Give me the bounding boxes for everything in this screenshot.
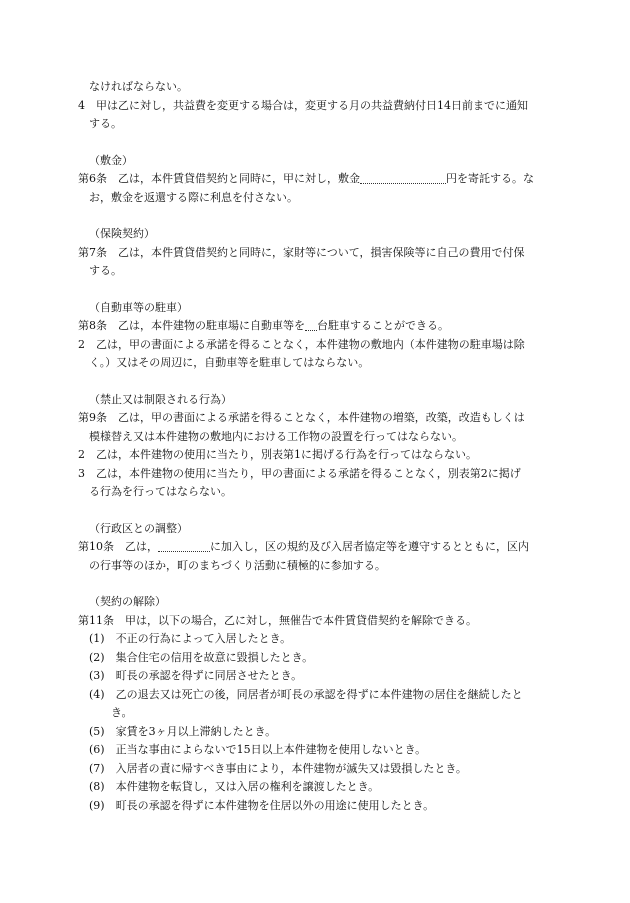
list-item: (8) 本件建物を転貸し，又は入居の権利を譲渡したとき。: [89, 780, 380, 793]
list-item-continuation: [78, 704, 552, 723]
list-item: (4) 乙の退去又は死亡の後，同居者が町長の承認を得ずに本件建物の居住を継続したと: [89, 687, 523, 701]
deposit-amount-blank: [360, 171, 446, 184]
article-9-line-2: 模様替え又は本件建物の敷地内における工作物の設置を行ってはならない。: [89, 429, 463, 443]
list-item-4-continuation: き。: [111, 706, 133, 719]
article-6-heading: （敷金）: [89, 153, 133, 167]
article-10-text-b: に加入し，区の規約及び入居者協定等を遵守するとともに，区内: [210, 540, 529, 553]
article-10-text-a: 第10条 乙は，: [78, 540, 158, 553]
article-6: [78, 152, 552, 208]
article-8-text-b: 台駐車することができる。: [317, 319, 449, 332]
article-8-paragraph-2-line-2: く。）又はその周辺に，自動車等を駐車してはならない。: [89, 356, 370, 369]
article-9: [78, 391, 552, 502]
article-6-line-1: [78, 170, 552, 189]
article-7-line-2: する。: [89, 264, 122, 277]
article-9-paragraph-3-line-1: 3 乙は，本件建物の使用に当たり，甲の書面による承諾を得ることなく，別表第2に掲げ: [78, 466, 521, 480]
article-7-line-1: 第7条 乙は，本件賃貸借契約と同時に，家財等について，損害保険等に自己の費用で付保: [78, 245, 525, 259]
article-8-heading: （自動車等の駐車）: [89, 300, 188, 314]
article-6-text-a: 第6条 乙は，本件賃貸借契約と同時に，甲に対し，敷金: [78, 172, 360, 185]
article-11: [78, 593, 552, 815]
list-item: (9) 町長の承認を得ずに本件建物を住居以外の用途に使用したとき。: [89, 798, 435, 812]
article-10-heading: （行政区との調整）: [89, 521, 188, 535]
article-10-line-1: [78, 538, 552, 557]
paragraph-4-line-2: する。: [89, 117, 122, 130]
district-name-blank: [158, 539, 210, 552]
parking-count-blank: [305, 318, 317, 331]
article-6-line-2: お，敷金を返還する際に利息を付さない。: [89, 190, 298, 204]
article-11-heading: （契約の解除）: [89, 595, 166, 608]
article-9-paragraph-3-line-2: る行為を行ってはならない。: [89, 485, 232, 498]
list-item: (1) 不正の行為によって入居したとき。: [89, 632, 292, 645]
article-8: [78, 299, 552, 373]
article-8-text-a: 第8条 乙は，本件建物の駐車場に自動車等を: [78, 319, 305, 332]
article-9-heading: （禁止又は制限される行為）: [89, 392, 232, 406]
article-11-line-1: 第11条 甲は，以下の場合，乙に対し，無催告で本件賃貸借契約を解除できる。: [78, 613, 477, 627]
article-10: [78, 520, 552, 576]
article-5-continuation: [78, 78, 552, 134]
list-item: (5) 家賃を3ヶ月以上滞納したとき。: [89, 724, 277, 738]
list-item: (3) 町長の承認を得ずに同居させたとき。: [89, 669, 303, 682]
list-item: (6) 正当な事由によらないで15日以上本件建物を使用しないとき。: [89, 743, 427, 756]
continuation-line: なければならない。: [89, 80, 188, 93]
paragraph-4-line-1: 4 甲は乙に対し，共益費を変更する場合は，変更する月の共益費納付日14日前までに通知: [78, 98, 528, 112]
article-9-paragraph-2: 2 乙は，本件建物の使用に当たり，別表第1に掲げる行為を行ってはならない。: [78, 448, 477, 461]
article-6-text-b: 円を寄託する。な: [446, 172, 534, 185]
list-item: (7) 入居者の責に帰すべき事由により，本件建物が滅失又は毀損したとき。: [89, 761, 467, 775]
article-9-line-1: 第9条 乙は，甲の書面による承諾を得ることなく，本件建物の増築，改築，改造もしくは: [78, 411, 525, 424]
article-7: [78, 225, 552, 281]
article-8-line-1: [78, 317, 552, 336]
list-item: (2) 集合住宅の信用を故意に毀損したとき。: [89, 650, 314, 664]
article-8-paragraph-2-line-1: 2 乙は，甲の書面による承諾を得ることなく，本件建物の敷地内（本件建物の駐車場は除: [78, 337, 525, 351]
article-10-line-2: の行事等のほか，町のまちづくり活動に積極的に参加する。: [89, 558, 386, 572]
article-7-heading: （保険契約）: [89, 227, 155, 240]
